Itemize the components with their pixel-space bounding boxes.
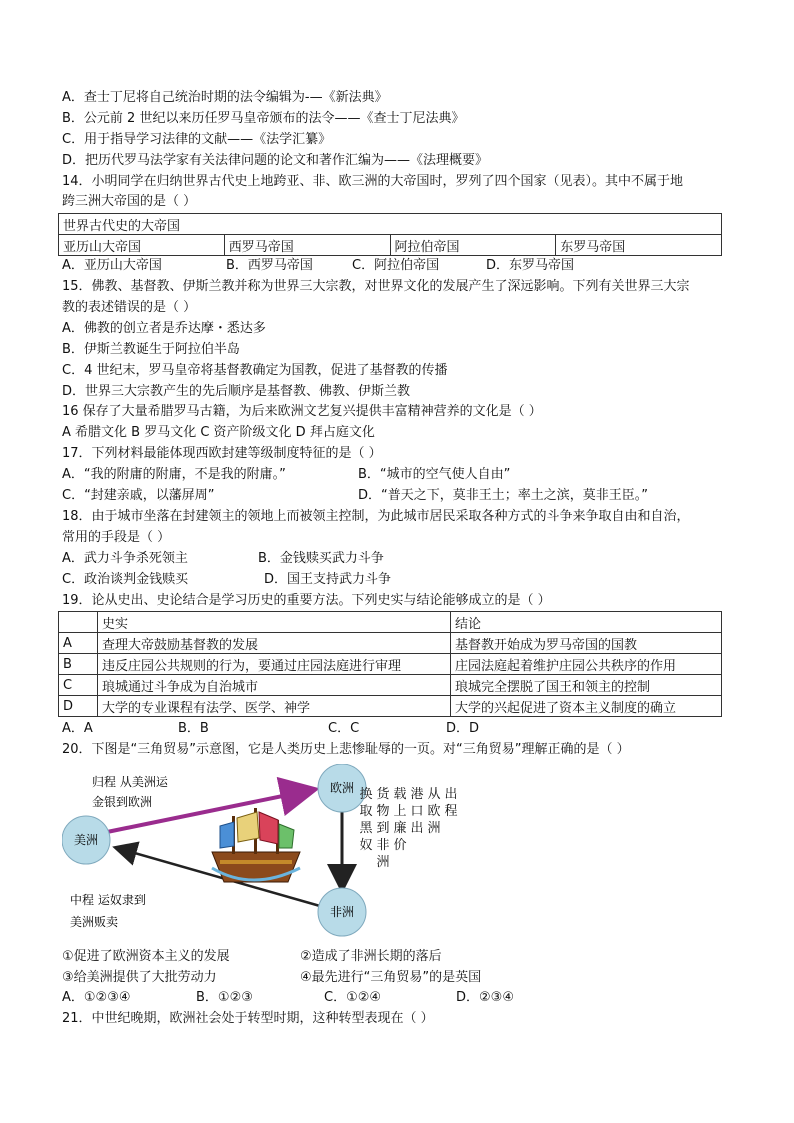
outbound-caption-char: 从 (427, 787, 441, 802)
q18-option-a: A．武力斗争杀死领主 (62, 551, 188, 566)
q14-stem-line2: 跨三洲大帝国的是（ ） (62, 194, 197, 209)
q19-row-label: D (59, 696, 98, 717)
q19-stem: 19．论从史出、史论结合是学习历史的重要方法。下列史实与结论能够成立的是（ ） (62, 593, 551, 608)
q20-option-b: B．①②③ (196, 990, 253, 1005)
q17-stem: 17．下列材料最能体现西欧封建等级制度特征的是（ ） (62, 446, 382, 461)
q19-header-cell: 结论 (451, 612, 722, 633)
q20-statement-1: ①促进了欧洲资本主义的发展 (62, 949, 230, 964)
outbound-caption-char: 欧 (427, 804, 441, 819)
q20-option-d: D．②③④ (456, 990, 514, 1005)
q15-option-d: D．世界三大宗教产生的先后顺序是基督教、佛教、伊斯兰教 (62, 384, 411, 399)
q19-conclusion: 大学的兴起促进了资本主义制度的确立 (451, 696, 722, 717)
q15-stem-line1: 15．佛教、基督教、伊斯兰教并称为世界三大宗教，对世界文化的发展产生了深远影响。下列有关世界三大宗 (62, 279, 690, 294)
q14-table-cell: 亚历山大帝国 (59, 235, 225, 256)
q19-fact: 违反庄园公共规则的行为，要通过庄园法庭进行审理 (98, 654, 451, 675)
q19-option-b: B．B (178, 721, 209, 736)
outbound-caption-char: 上 (393, 804, 407, 819)
q19-conclusion: 庄园法庭起着维护庄园公共秩序的作用 (451, 654, 722, 675)
q17-option-c: C．“封建亲戚，以藩屏周” (62, 488, 215, 503)
outbound-caption-char: 程 (444, 804, 458, 819)
q15-option-b: B．伊斯兰教诞生于阿拉伯半岛 (62, 342, 240, 357)
q14-option-a: A．亚历山大帝国 (62, 258, 162, 273)
outbound-caption-char: 到 (376, 821, 390, 836)
q19-header-cell (59, 612, 98, 633)
q19-fact: 大学的专业课程有法学、医学、神学 (98, 696, 451, 717)
america-label: 美洲 (73, 833, 99, 847)
q16-options: A 希腊文化 B 罗马文化 C 资产阶级文化 D 拜占庭文化 (62, 425, 375, 440)
q17-option-a: A．“我的附庸的附庸，不是我的附庸。” (62, 467, 286, 482)
q19-option-c: C．C (328, 721, 360, 736)
q18-stem-line1: 18．由于城市坐落在封建领主的领地上而被领主控制，为此城市居民采取各种方式的斗争来争取自由和自治， (62, 509, 690, 524)
outbound-caption-char: 物 (376, 804, 390, 819)
q13-option-d: D．把历代罗马法学家有关法律问题的论文和著作汇编为——《法理概要》 (62, 153, 489, 168)
q15-stem-line2: 教的表述错误的是（ ） (62, 300, 197, 315)
africa-label: 非洲 (329, 905, 355, 919)
q14-stem-line1: 14．小明同学在归纳世界古代史上地跨亚、非、欧三洲的大帝国时，罗列了四个国家（见表）。其中不属于地 (62, 174, 684, 189)
q16-stem: 16 保存了大量希腊罗马古籍，为后来欧洲文艺复兴提供丰富精神营养的文化是（ ） (62, 404, 542, 419)
q19-row-label: B (59, 654, 98, 675)
q20-statement-2: ②造成了非洲长期的落后 (300, 949, 442, 964)
triangle-trade-diagram (62, 764, 467, 942)
outbound-caption-char: 换 (359, 787, 373, 802)
outbound-caption-char: 载 (393, 787, 407, 802)
middle-passage-text-1: 中程 运奴隶到 (70, 893, 146, 907)
q15-option-c: C．4 世纪末，罗马皇帝将基督教确定为国教，促进了基督教的传播 (62, 363, 448, 378)
q20-option-c: C．①②④ (324, 990, 382, 1005)
outbound-caption-char: 出 (410, 821, 424, 836)
q13-option-b: B．公元前 2 世纪以来历任罗马皇帝颁布的法令——《查士丁尼法典》 (62, 111, 465, 126)
q20-stem: 20．下图是“三角贸易”示意图，它是人类历史上悲惨耻辱的一页。对“三角贸易”理解正确的是（ ） (62, 742, 630, 757)
outbound-caption-char: 口 (410, 804, 424, 819)
outbound-caption-char: 非 (376, 838, 390, 853)
q14-table-cell: 西罗马帝国 (224, 235, 390, 256)
outbound-caption-char: 取 (359, 804, 373, 819)
outbound-caption-char: 黑 (359, 821, 373, 836)
q19-header-cell: 史实 (98, 612, 451, 633)
q18-option-b: B．金钱赎买武力斗争 (258, 551, 384, 566)
q19-conclusion: 基督教开始成为罗马帝国的国教 (451, 633, 722, 654)
outbound-caption-char: 洲 (376, 855, 390, 870)
middle-passage-text-2: 美洲贩卖 (70, 915, 119, 929)
q19-row-label: A (59, 633, 98, 654)
q20-option-a: A．①②③④ (62, 990, 131, 1005)
q19-row-label: C (59, 675, 98, 696)
q21-stem: 21．中世纪晚期，欧洲社会处于转型时期，这种转型表现在（ ） (62, 1011, 434, 1026)
q17-option-b: B．“城市的空气使人自由” (358, 467, 511, 482)
outbound-caption-char: 价 (393, 838, 407, 853)
q18-option-c: C．政治谈判金钱赎买 (62, 572, 189, 587)
q14-option-d: D．东罗马帝国 (486, 258, 575, 273)
q15-option-a: A．佛教的创立者是乔达摩・悉达多 (62, 321, 266, 336)
q14-table (58, 213, 722, 256)
europe-label: 欧洲 (329, 781, 355, 795)
q19-option-d: D．D (446, 721, 480, 736)
q14-table-cell: 阿拉伯帝国 (390, 235, 556, 256)
q14-option-b: B．西罗马帝国 (226, 258, 313, 273)
q19-fact: 琅城通过斗争成为自治城市 (98, 675, 451, 696)
q14-option-c: C．阿拉伯帝国 (352, 258, 440, 273)
outbound-caption-char: 洲 (427, 821, 441, 836)
ship-icon (212, 808, 300, 882)
q14-table-cell: 东罗马帝国 (556, 235, 722, 256)
outbound-caption (359, 786, 457, 870)
q13-option-c: C．用于指导学习法律的文献——《法学汇纂》 (62, 132, 332, 147)
q19-table (58, 611, 722, 717)
q20-statement-3: ③给美洲提供了大批劳动力 (62, 970, 217, 985)
return-trip-text-1: 归程 从美洲运 (92, 775, 168, 789)
q20-statement-4: ④最先进行“三角贸易”的是英国 (300, 970, 482, 985)
q13-option-a: A．查士丁尼将自己统治时期的法令编辑为-—《新法典》 (62, 90, 388, 105)
outbound-caption-char: 货 (376, 787, 390, 802)
outbound-caption-char: 廉 (393, 821, 407, 836)
q19-fact: 查理大帝鼓励基督教的发展 (98, 633, 451, 654)
outbound-caption-char: 出 (444, 787, 458, 802)
q14-table-header: 世界古代史的大帝国 (59, 214, 722, 235)
q18-stem-line2: 常用的手段是（ ） (62, 530, 171, 545)
outbound-caption-char: 港 (410, 787, 424, 802)
q18-option-d: D．国王支持武力斗争 (264, 572, 392, 587)
q19-conclusion: 琅城完全摆脱了国王和领主的控制 (451, 675, 722, 696)
q19-option-a: A．A (62, 721, 93, 736)
outbound-caption-char: 奴 (359, 838, 373, 853)
q17-option-d: D．“普天之下，莫非王土；率土之滨，莫非王臣。” (358, 488, 648, 503)
return-trip-text-2: 金银到欧洲 (92, 795, 153, 809)
